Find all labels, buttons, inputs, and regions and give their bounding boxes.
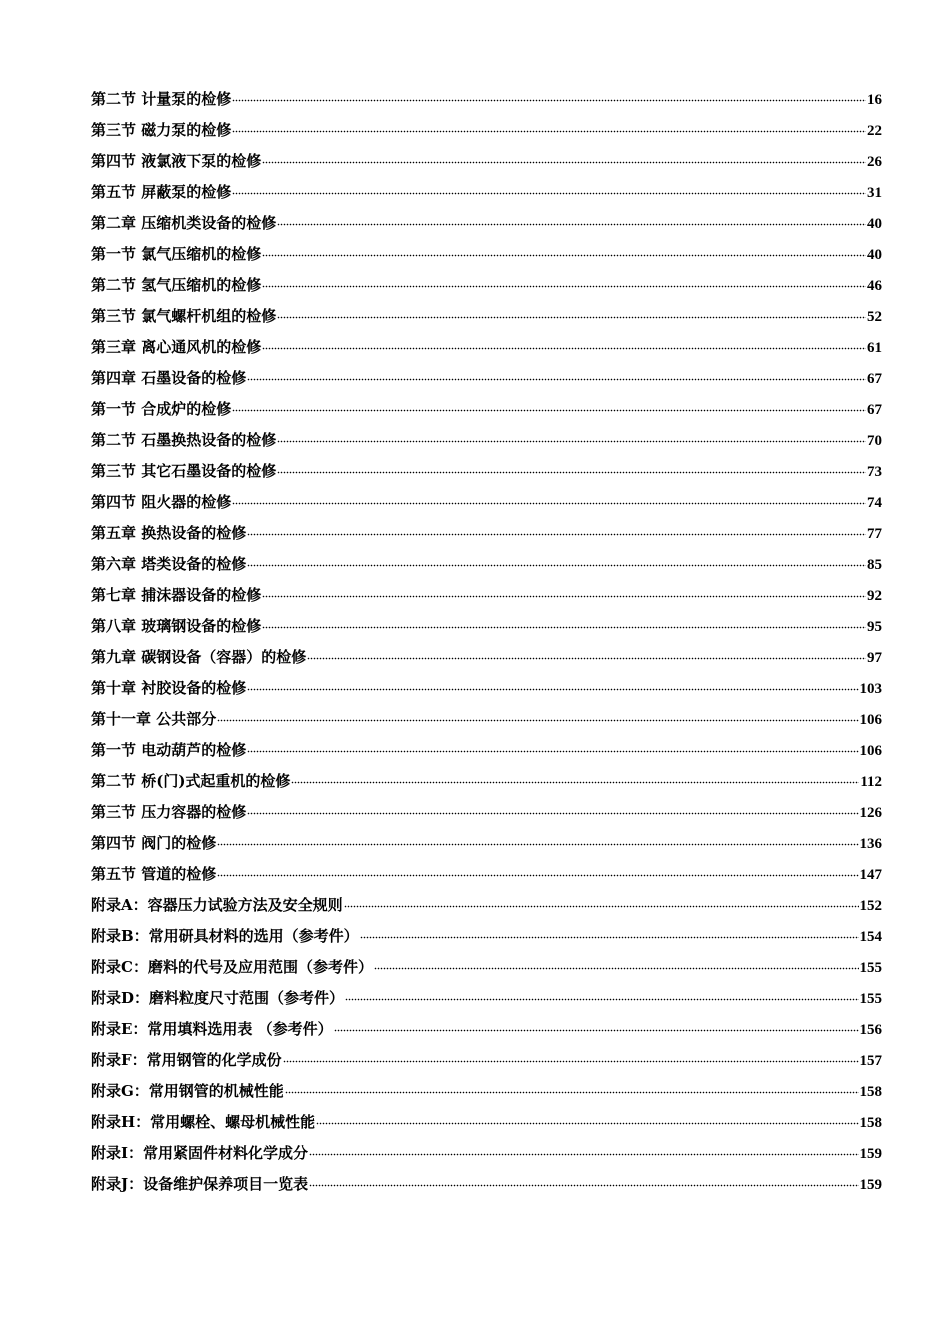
toc-dot-leader xyxy=(232,115,866,135)
toc-dot-leader xyxy=(277,208,866,228)
toc-entry-title: 第二节 氢气压缩机的检修 xyxy=(91,276,262,294)
toc-entry-title: 第三章 离心通风机的检修 xyxy=(91,338,262,356)
toc-entry-page-number: 16 xyxy=(867,92,882,108)
toc-entry-page-number: 155 xyxy=(859,991,882,1007)
toc-entry-page-number: 67 xyxy=(867,402,882,418)
toc-entry[interactable] xyxy=(91,549,882,580)
toc-entry[interactable] xyxy=(91,177,882,208)
toc-entry[interactable] xyxy=(91,301,882,332)
toc-entry-title: 第三节 其它石墨设备的检修 xyxy=(91,462,277,480)
toc-entry-title: 第五章 换热设备的检修 xyxy=(91,524,247,542)
toc-entry[interactable] xyxy=(91,425,882,456)
toc-entry-page-number: 22 xyxy=(867,123,882,139)
toc-entry[interactable] xyxy=(91,487,882,518)
toc-entry-title: 第一节 合成炉的检修 xyxy=(91,400,232,418)
toc-entry-page-number: 147 xyxy=(859,867,882,883)
toc-dot-leader xyxy=(262,270,866,290)
toc-entry-page-number: 61 xyxy=(867,340,882,356)
toc-entry-title: 附录C：磨料的代号及应用范围（参考件） xyxy=(91,958,373,976)
toc-entry[interactable] xyxy=(91,115,882,146)
toc-entry-page-number: 26 xyxy=(867,154,882,170)
toc-entry-page-number: 158 xyxy=(859,1084,882,1100)
toc-entry-title: 附录E：常用填料选用表 （参考件） xyxy=(91,1020,333,1038)
toc-dot-leader xyxy=(262,611,866,631)
toc-entry-page-number: 74 xyxy=(867,495,882,511)
toc-entry[interactable] xyxy=(91,84,882,115)
toc-entry-title: 附录G：常用钢管的机械性能 xyxy=(91,1082,284,1100)
toc-dot-leader xyxy=(247,549,866,569)
toc-dot-leader xyxy=(360,921,859,941)
toc-entry-title: 附录A：容器压力试验方法及安全规则 xyxy=(91,896,343,914)
toc-dot-leader xyxy=(277,456,866,476)
toc-entry-page-number: 95 xyxy=(867,619,882,635)
toc-entry-page-number: 136 xyxy=(859,836,882,852)
toc-entry-page-number: 73 xyxy=(867,464,882,480)
toc-entry-page-number: 77 xyxy=(867,526,882,542)
toc-entry-page-number: 155 xyxy=(859,960,882,976)
toc-dot-leader xyxy=(374,952,859,972)
toc-entry-title: 第十一章 公共部分 xyxy=(91,710,217,728)
toc-entry[interactable] xyxy=(91,146,882,177)
toc-dot-leader xyxy=(316,1107,858,1127)
toc-entry-title: 第八章 玻璃钢设备的检修 xyxy=(91,617,262,635)
toc-entry-title: 附录J：设备维护保养项目一览表 xyxy=(91,1175,309,1193)
toc-entry-title: 第三节 磁力泵的检修 xyxy=(91,121,232,139)
toc-entry-page-number: 52 xyxy=(867,309,882,325)
toc-entry[interactable] xyxy=(91,1107,882,1138)
toc-dot-leader xyxy=(217,704,858,724)
toc-dot-leader xyxy=(262,332,866,352)
toc-dot-leader xyxy=(262,580,866,600)
toc-dot-leader xyxy=(285,1076,859,1096)
toc-dot-leader xyxy=(247,518,866,538)
toc-entry-title: 第四章 石墨设备的检修 xyxy=(91,369,247,387)
toc-entry[interactable] xyxy=(91,1138,882,1169)
toc-entry[interactable] xyxy=(91,1045,882,1076)
toc-entry-title: 第六章 塔类设备的检修 xyxy=(91,555,247,573)
toc-entry-page-number: 152 xyxy=(859,898,882,914)
toc-entry[interactable] xyxy=(91,952,882,983)
toc-dot-leader xyxy=(247,735,858,755)
toc-entry[interactable] xyxy=(91,332,882,363)
toc-entry[interactable] xyxy=(91,735,882,766)
toc-dot-leader xyxy=(262,239,866,259)
toc-dot-leader xyxy=(334,1014,859,1034)
toc-entry[interactable] xyxy=(91,1076,882,1107)
toc-entry-page-number: 157 xyxy=(859,1053,882,1069)
toc-dot-leader xyxy=(309,1138,858,1158)
toc-entry-page-number: 67 xyxy=(867,371,882,387)
toc-entry-title: 附录B：常用研具材料的选用（参考件） xyxy=(91,927,359,945)
toc-entry-title: 附录D：磨料粒度尺寸范围（参考件） xyxy=(91,989,345,1007)
toc-dot-leader xyxy=(307,642,866,662)
toc-entry[interactable] xyxy=(91,456,882,487)
toc-entry-title: 第二章 压缩机类设备的检修 xyxy=(91,214,277,232)
toc-entry[interactable] xyxy=(91,921,882,952)
toc-dot-leader xyxy=(232,487,866,507)
toc-entry-title: 第二节 石墨换热设备的检修 xyxy=(91,431,277,449)
toc-dot-leader xyxy=(247,797,858,817)
toc-entry-title: 第四节 液氯液下泵的检修 xyxy=(91,152,262,170)
toc-entry-page-number: 92 xyxy=(867,588,882,604)
toc-dot-leader xyxy=(247,363,866,383)
toc-dot-leader xyxy=(277,425,866,445)
toc-entry[interactable] xyxy=(91,704,882,735)
toc-entry-page-number: 85 xyxy=(867,557,882,573)
toc-entry-title: 第九章 碳钢设备（容器）的检修 xyxy=(91,648,307,666)
toc-dot-leader xyxy=(345,983,858,1003)
toc-entry-page-number: 31 xyxy=(867,185,882,201)
toc-entry-page-number: 46 xyxy=(867,278,882,294)
toc-entry[interactable] xyxy=(91,828,882,859)
toc-dot-leader xyxy=(262,146,866,166)
toc-entry[interactable] xyxy=(91,1014,882,1045)
toc-entry-title: 第一节 氯气压缩机的检修 xyxy=(91,245,262,263)
toc-entry-title: 第三节 氯气螺杆机组的检修 xyxy=(91,307,277,325)
toc-entry-title: 第二节 桥(门)式起重机的检修 xyxy=(91,772,291,790)
toc-entry-title: 第十章 衬胶设备的检修 xyxy=(91,679,247,697)
toc-entry-title: 第三节 压力容器的检修 xyxy=(91,803,247,821)
toc-entry-title: 附录H：常用螺栓、螺母机械性能 xyxy=(91,1113,316,1131)
toc-dot-leader xyxy=(232,177,866,197)
toc-entry-title: 第七章 捕沫器设备的检修 xyxy=(91,586,262,604)
toc-dot-leader xyxy=(309,1169,858,1189)
toc-entry-page-number: 103 xyxy=(859,681,882,697)
table-of-contents xyxy=(91,84,882,1200)
toc-entry-page-number: 70 xyxy=(867,433,882,449)
toc-entry-page-number: 156 xyxy=(859,1022,882,1038)
toc-entry[interactable] xyxy=(91,394,882,425)
toc-entry-page-number: 97 xyxy=(867,650,882,666)
toc-entry-page-number: 154 xyxy=(859,929,882,945)
toc-entry-title: 第五节 管道的检修 xyxy=(91,865,217,883)
toc-entry[interactable] xyxy=(91,642,882,673)
toc-entry[interactable] xyxy=(91,208,882,239)
toc-entry[interactable] xyxy=(91,239,882,270)
toc-dot-leader xyxy=(217,859,858,879)
toc-entry-page-number: 112 xyxy=(860,774,882,790)
toc-entry[interactable] xyxy=(91,766,882,797)
toc-entry-title: 附录F：常用钢管的化学成份 xyxy=(91,1051,282,1069)
toc-entry[interactable] xyxy=(91,518,882,549)
toc-entry[interactable] xyxy=(91,983,882,1014)
toc-entry[interactable] xyxy=(91,1169,882,1200)
toc-entry[interactable] xyxy=(91,580,882,611)
toc-entry-title: 第二节 计量泵的检修 xyxy=(91,90,232,108)
toc-entry-title: 附录I：常用紧固件材料化学成分 xyxy=(91,1144,309,1162)
toc-dot-leader xyxy=(277,301,866,321)
toc-entry[interactable] xyxy=(91,611,882,642)
toc-entry-page-number: 158 xyxy=(859,1115,882,1131)
toc-entry-page-number: 159 xyxy=(859,1146,882,1162)
toc-entry-page-number: 126 xyxy=(859,805,882,821)
toc-dot-leader xyxy=(283,1045,859,1065)
toc-dot-leader xyxy=(232,84,866,104)
toc-entry-page-number: 106 xyxy=(859,712,882,728)
toc-entry-title: 第四节 阀门的检修 xyxy=(91,834,217,852)
toc-entry-title: 第五节 屏蔽泵的检修 xyxy=(91,183,232,201)
toc-entry[interactable] xyxy=(91,673,882,704)
toc-entry[interactable] xyxy=(91,363,882,394)
toc-dot-leader xyxy=(217,828,858,848)
toc-dot-leader xyxy=(291,766,859,786)
toc-entry-title: 第四节 阻火器的检修 xyxy=(91,493,232,511)
toc-entry[interactable] xyxy=(91,797,882,828)
toc-entry[interactable] xyxy=(91,859,882,890)
toc-entry[interactable] xyxy=(91,890,882,921)
toc-entry-page-number: 106 xyxy=(859,743,882,759)
toc-entry-page-number: 40 xyxy=(867,216,882,232)
toc-dot-leader xyxy=(344,890,859,910)
toc-entry[interactable] xyxy=(91,270,882,301)
toc-entry-page-number: 159 xyxy=(859,1177,882,1193)
toc-entry-title: 第一节 电动葫芦的检修 xyxy=(91,741,247,759)
toc-dot-leader xyxy=(232,394,866,414)
toc-dot-leader xyxy=(247,673,858,693)
toc-entry-page-number: 40 xyxy=(867,247,882,263)
